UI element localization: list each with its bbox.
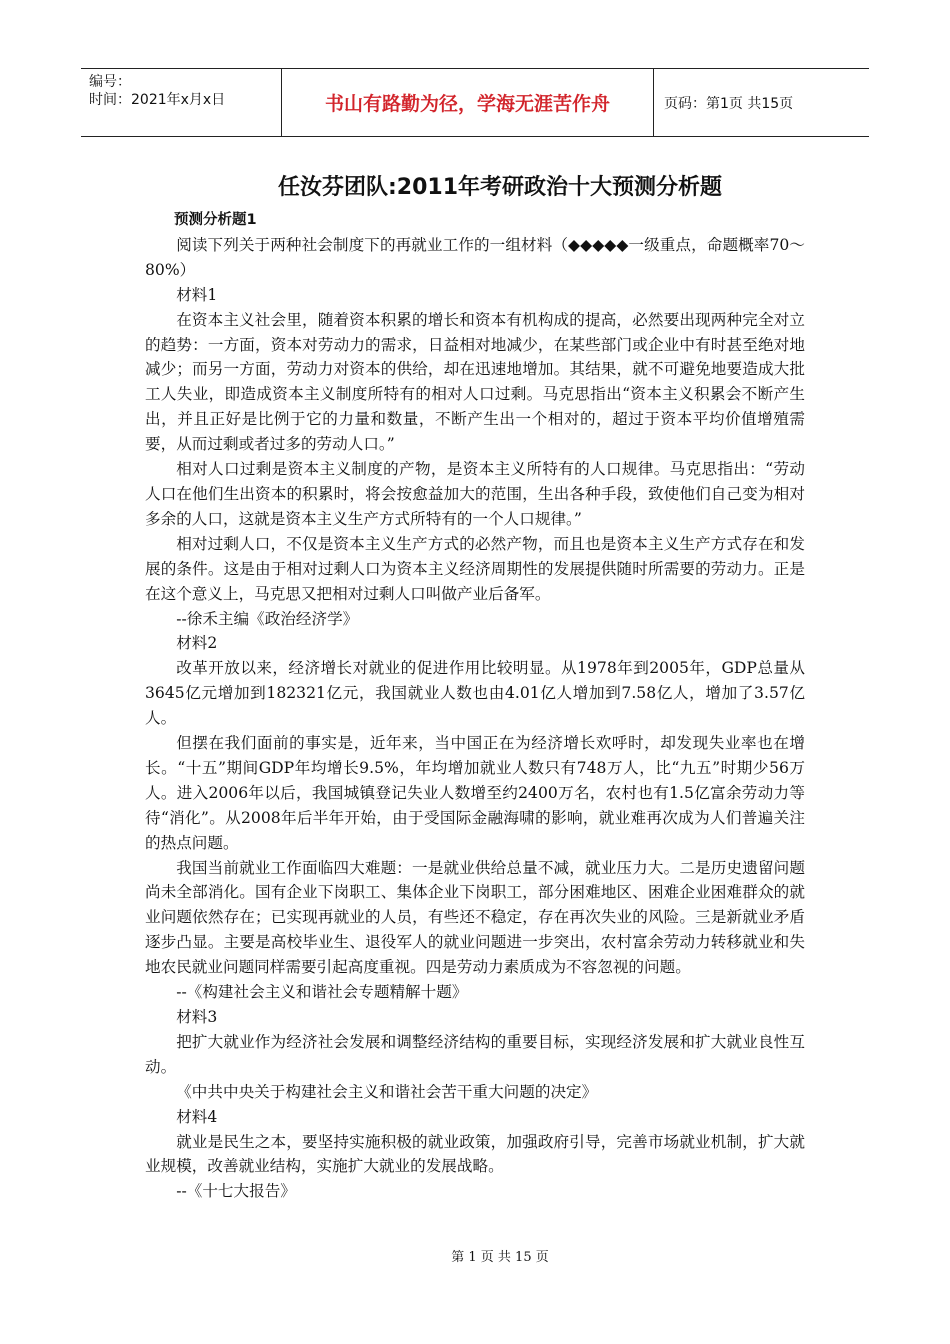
paragraph: 在资本主义社会里，随着资本积累的增长和资本有机构成的提高，必然要出现两种完全对立的趋势：一方面，资本对劳动力的需求，日益相对地减少，在某些部门或企业中有时甚至绝对地减少；而另一方面，劳动力对资本的供给，却在迅速地增加。其结果，就不可避免地要造成大批工人失业，即造成资本主义制度所特有的相对人口过剩。马克思指出“资本主义积累会不断产生出，并且正好是比例于它的力量和数量，不断产生出一个相对的，超过于资本平均价值增殖需要，从而过剩或者过多的劳动人口。” — [145, 310, 805, 454]
source-citation: --徐禾主编《政治经济学》 — [176, 609, 359, 628]
material-label: 材料1 — [176, 285, 218, 304]
paragraph: 相对过剩人口，不仅是资本主义生产方式的必然产物，而且也是资本主义生产方式存在和发展的条件。这是由于相对过剩人口为资本主义经济周期性的发展提供随时所需要的劳动力。正是在这个意义上，马克思又把相对过剩人口叫做产业后备军。 — [145, 534, 805, 603]
intro-paragraph: 阅读下列关于两种社会制度下的再就业工作的一组材料（◆◆◆◆◆一级重点，命题概率70～80%） — [145, 235, 805, 279]
number-label: 编号： — [89, 74, 131, 90]
paragraph: 把扩大就业作为经济社会发展和调整经济结构的重要目标，实现经济发展和扩大就业良性互动。 — [145, 1032, 805, 1076]
header-motto: 书山有路勤为径，学海无涯苦作舟 — [281, 69, 654, 136]
section-heading: 预测分析题1 — [174, 212, 257, 228]
document-body — [145, 208, 805, 1204]
material-label: 材料4 — [176, 1107, 218, 1126]
paragraph: 我国当前就业工作面临四大难题：一是就业供给总量不减，就业压力大。二是历史遗留问题尚未全部消化。国有企业下岗职工、集体企业下岗职工，部分困难地区、困难企业困难群众的就业问题依然存在；已实现再就业的人员，有些还不稳定，存在再次失业的风险。三是新就业矛盾逐步凸显。主要是高校毕业生、退役军人的就业问题进一步突出，农村富余劳动力转移就业和失地农民就业问题同样需要引起高度重视。四是劳动力素质成为不容忽视的问题。 — [145, 858, 805, 977]
source-citation: --《构建社会主义和谐社会专题精解十题》 — [176, 983, 468, 1002]
source-citation: --《十七大报告》 — [176, 1182, 296, 1201]
time-label: 时间：2021年x月x日 — [89, 92, 226, 108]
source-citation: 《中共中央关于构建社会主义和谐社会苦干重大问题的决定》 — [176, 1082, 598, 1101]
paragraph: 但摆在我们面前的事实是，近年来，当中国正在为经济增长欢呼时，却发现失业率也在增长。“十五”期间GDP年均增长9.5%，年均增加就业人数只有748万人，比“九五”时期少56万人。进入2006年以后，我国城镇登记失业人数增至约2400万名，农村也有1.5亿富余劳动力等待“消化”。从2008年后半年开始，由于受国际金融海啸的影响，就业难再次成为人们普遍关注的热点问题。 — [145, 734, 805, 852]
header-page-info: 页码：第1页 共15页 — [664, 95, 794, 112]
paragraph: 就业是民生之本，要坚持实施积极的就业政策，加强政府引导，完善市场就业机制，扩大就业规模，改善就业结构，实施扩大就业的发展战略。 — [145, 1132, 805, 1176]
page-header — [81, 68, 869, 137]
paragraph: 改革开放以来，经济增长对就业的促进作用比较明显。从1978年到2005年，GDP总量从3645亿元增加到182321亿元，我国就业人数也由4.01亿人增加到7.58亿人，增加了3.57亿人。 — [145, 659, 805, 728]
material-label: 材料3 — [176, 1008, 218, 1026]
paragraph: 相对人口过剩是资本主义制度的产物，是资本主义所特有的人口规律。马克思指出：“劳动人口在他们生出资本的积累时，将会按愈益加大的范围，生出各种手段，致使他们自己变为相对多余的人口，这就是资本主义生产方式所特有的一个人口规律。” — [145, 460, 805, 528]
header-left-cell — [81, 69, 281, 136]
page-footer: 第 1 页 共 15 页 — [451, 1250, 549, 1265]
document-title: 任汝芬团队:2011年考研政治十大预测分析题 — [277, 175, 723, 200]
material-label: 材料2 — [176, 634, 218, 653]
